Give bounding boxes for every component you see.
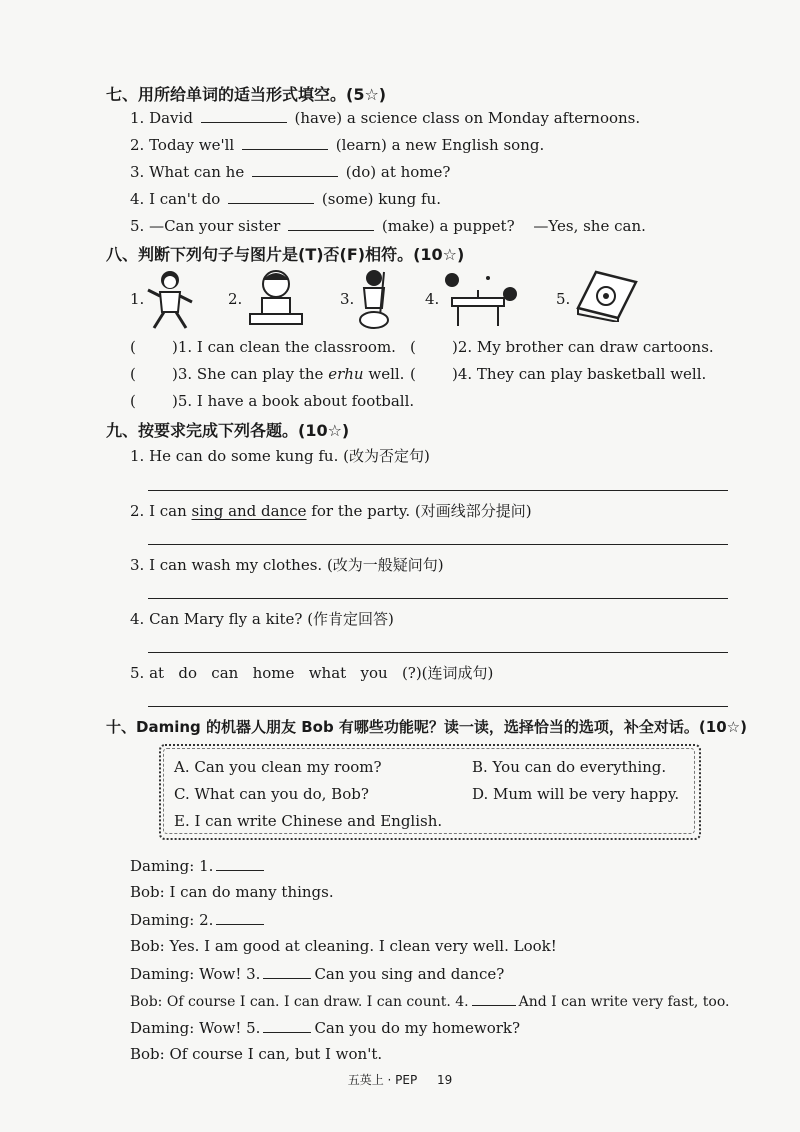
- erhu-girl-picture: [354, 266, 394, 332]
- tf-text-3-erhu: erhu: [328, 365, 364, 383]
- s7-q3-text-a: 3. What can he: [130, 163, 245, 181]
- dialog-7-text-b: Can you do my homework?: [314, 1019, 521, 1037]
- tf-text-4: )4. They can play basketball well.: [452, 365, 707, 383]
- s9-q2-underlined: sing and dance: [191, 502, 307, 520]
- dialog-5-text-a: Daming: Wow! 3.: [130, 965, 261, 983]
- option-e: E. I can write Chinese and English.: [174, 812, 443, 830]
- s7-q2-text-a: 2. Today we'll: [130, 136, 235, 154]
- dialog-blank-3[interactable]: [263, 964, 311, 979]
- s7-q5-text-b: (make) a puppet?: [381, 217, 515, 235]
- s7-q1-text-a: 1. David: [130, 109, 193, 127]
- dialog-5-text-b: Can you sing and dance?: [314, 965, 505, 983]
- tf-text-5: )5. I have a book about football.: [172, 392, 415, 410]
- s7-q3-blank[interactable]: [252, 162, 338, 177]
- pic-label-5: 5.: [556, 290, 571, 308]
- ping-pong-picture: [438, 268, 524, 330]
- s7-question-1: [130, 108, 640, 127]
- tf-text-3: )3. She can play the: [172, 365, 324, 383]
- page-number: 19: [437, 1073, 453, 1087]
- dialog-line-4: Bob: Yes. I am good at cleaning. I clean very well. Look!: [130, 937, 557, 955]
- dialog-line-8: Bob: Of course I can, but I won't.: [130, 1045, 383, 1063]
- dialog-6-text-b: And I can write very fast, too.: [518, 994, 730, 1010]
- s9-question-4: 4. Can Mary fly a kite? (作肯定回答): [130, 610, 394, 628]
- dialog-line-1: [130, 856, 267, 875]
- option-d: D. Mum will be very happy.: [472, 785, 680, 803]
- dialog-blank-4[interactable]: [472, 991, 516, 1006]
- section-7-title: 七、用所给单词的适当形式填空。(5☆): [106, 85, 387, 104]
- footer-label: 五英上 · PEP: [347, 1073, 418, 1087]
- option-b: B. You can do everything.: [472, 758, 667, 776]
- s9-q2-text-b: for the party. (对画线部分提问): [306, 502, 532, 520]
- drawing-boy-picture: [244, 266, 308, 330]
- s7-q4-text-b: (some) kung fu.: [321, 190, 441, 208]
- option-c: C. What can you do, Bob?: [174, 785, 369, 803]
- dialog-7-text-a: Daming: Wow! 5.: [130, 1019, 261, 1037]
- tf-paren-4[interactable]: (: [410, 365, 416, 383]
- pic-label-3: 3.: [340, 290, 355, 308]
- s9-answer-line-3[interactable]: [148, 598, 728, 599]
- section-8-title: 八、判断下列句子与图片是(T)否(F)相符。(10☆): [106, 245, 465, 264]
- s7-question-5: [130, 216, 646, 235]
- s9-q2-text-a: 2. I can: [130, 502, 192, 520]
- s7-q5-answer: —Yes, she can.: [533, 217, 646, 235]
- s9-answer-line-1[interactable]: [148, 490, 728, 491]
- pic-label-4: 4.: [425, 290, 440, 308]
- s9-question-3: 3. I can wash my clothes. (改为一般疑问句): [130, 556, 444, 574]
- dialog-blank-5[interactable]: [263, 1018, 311, 1033]
- s9-question-2: [130, 500, 532, 521]
- pic-label-2: 2.: [228, 290, 243, 308]
- tf-item-2: [410, 338, 714, 356]
- tf-paren-1[interactable]: (: [130, 338, 136, 356]
- dialog-line-7: [130, 1018, 520, 1037]
- s9-question-5: 5. at do can home what you (?)(连词成句): [130, 664, 494, 682]
- football-book-picture: [574, 268, 640, 322]
- dialog-blank-1[interactable]: [216, 856, 264, 871]
- tf-item-4: [410, 365, 706, 383]
- s9-answer-line-5[interactable]: [148, 706, 728, 707]
- s7-q5-blank[interactable]: [288, 216, 374, 231]
- s7-q4-blank[interactable]: [228, 189, 314, 204]
- s7-question-2: [130, 135, 544, 154]
- tf-paren-3[interactable]: (: [130, 365, 136, 383]
- s7-question-3: [130, 162, 450, 181]
- dialog-6-text-a: Bob: Of course I can. I can draw. I can count. 4.: [130, 994, 469, 1010]
- s9-question-1: 1. He can do some kung fu. (改为否定句): [130, 447, 430, 465]
- dialog-line-5: [130, 964, 504, 983]
- dialog-line-6: [130, 991, 730, 1010]
- pic-label-1: 1.: [130, 290, 145, 308]
- tf-item-1: [130, 338, 396, 356]
- tf-text-1: )1. I can clean the classroom.: [172, 338, 396, 356]
- page-footer: [0, 1071, 800, 1088]
- s7-q3-text-b: (do) at home?: [345, 163, 451, 181]
- s7-q4-text-a: 4. I can't do: [130, 190, 221, 208]
- s7-q5-text-a: 5. —Can your sister: [130, 217, 281, 235]
- dialog-line-3: [130, 910, 267, 929]
- s7-q2-blank[interactable]: [242, 135, 328, 150]
- tf-paren-2[interactable]: (: [410, 338, 416, 356]
- section-9-title: 九、按要求完成下列各题。(10☆): [106, 421, 350, 440]
- tf-paren-5[interactable]: (: [130, 392, 136, 410]
- s7-q2-text-b: (learn) a new English song.: [335, 136, 545, 154]
- tf-text-2: )2. My brother can draw cartoons.: [452, 338, 714, 356]
- s7-question-4: [130, 189, 441, 208]
- s7-q1-text-b: (have) a science class on Monday afternoons.: [294, 109, 641, 127]
- option-a: A. Can you clean my room?: [174, 758, 382, 776]
- dialog-1-text: Daming: 1.: [130, 857, 214, 875]
- dialog-3-text: Daming: 2.: [130, 911, 214, 929]
- s9-answer-line-4[interactable]: [148, 652, 728, 653]
- tf-text-3-end: well.: [363, 365, 405, 383]
- section-10-title: 十、Daming 的机器人朋友 Bob 有哪些功能呢？读一读，选择恰当的选项，补全对话。(10☆): [106, 718, 747, 736]
- kung-fu-boy-picture: [146, 266, 196, 332]
- tf-item-5: [130, 392, 414, 410]
- dialog-blank-2[interactable]: [216, 910, 264, 925]
- dialog-line-2: Bob: I can do many things.: [130, 883, 334, 901]
- tf-item-3: [130, 365, 404, 383]
- s9-answer-line-2[interactable]: [148, 544, 728, 545]
- s7-q1-blank[interactable]: [201, 108, 287, 123]
